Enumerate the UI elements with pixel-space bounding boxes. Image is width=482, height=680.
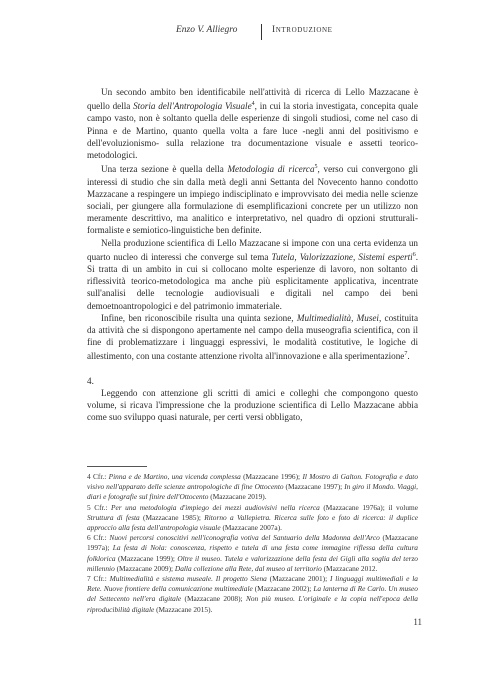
page-number: 11 bbox=[413, 617, 422, 627]
body-paragraph: Infine, ben riconoscibile risulta una quinta sezione, Multimedialità, Musei, costituita da attività che si dispongono apertamente nel campo della museografia scientifica, con il fine di problematizzare i linguaggi espressivi, le modalità costitutive, le logiche di allestimento, con una costante attenzione rivolta all'innovazione e alla sperimentazione$^7$. bbox=[87, 312, 419, 362]
running-header bbox=[0, 24, 482, 40]
running-head-section: Introduzione bbox=[272, 25, 333, 35]
body-paragraph: Leggendo con attenzione gli scritti di amici e colleghi che compongono questo volume, si ricava l'impressione che la produzione scientifica di Lello Mazzacane abbia come suo sviluppo quasi naturale, per certi versi obbligato, bbox=[87, 387, 418, 423]
running-head-author: Enzo V. Alliegro bbox=[176, 25, 238, 35]
main-text bbox=[87, 86, 418, 423]
body-paragraph: Una terza sezione è quella della Metodologia di ricerca$^5$, verso cui convergono gli interessi di studio che sin dalla metà degli anni Settanta del Novecento hanno condotto Mazzacane a respingere un impiego indisciplinato e improvvisato dei media nelle scienze sociali, per giungere alla formulazione di esemplificazioni concrete per un utilizzo non meramente descrittivo, ma analitico e interpretativo, nel quadro di opzioni strutturali-formaliste e semiotico-linguistiche ben definite. bbox=[87, 164, 418, 236]
footnotes bbox=[87, 472, 418, 615]
footnote: 4 Cfr.: Pinna e de Martino, una vicenda complessa (Mazzacane 1996); Il Mostro di Galton. Fotografia e dato visivo nell'apparato delle scienze antropologiche di fine Ottocento (Mazzacane 1997); In giro il Mondo. Viaggi, diari e fotografie sul finire dell'Ottocento (Mazzacane 2019). bbox=[87, 472, 418, 502]
header-divider bbox=[261, 24, 262, 40]
body-paragraph: Un secondo ambito ben identificabile nell'attività di ricerca di Lello Mazzacane è quello della Storia dell'Antropologia Visuale$^4$, in cui la storia investigata, concepita quale campo vasto, non è soltanto quella delle esperienze di singoli studiosi, come nel caso di Pinna e de Martino, quanto quella volta a fare luce -negli anni del positivismo e dell'evoluzionismo- sulla relazione tra documentazione visuale e assetti teorico-metodologici. bbox=[87, 87, 419, 161]
footnote-separator bbox=[87, 466, 147, 467]
section-number: 4. bbox=[87, 375, 94, 386]
footnote: 6 Cfr.: Nuovi percorsi conoscitivi nell'iconografia votiva del Santuario della Madonna dell'Arco (Mazzacane 1997a); La festa di Nola: conoscenza, rispetto e tutela di una festa come immagine riflessa della cultura folklorica (Mazzacane 1999); Oltre il museo. Tutela e valorizzazione della festa dei Gigli alla soglia del terzo millennio (Mazzacane 2009); Dalla collezione alla Rete, dal museo al territorio (Mazzacane 2012. bbox=[87, 533, 418, 573]
footnote: 7 Cfr.: Multimedialità e sistema museale. Il progetto Siena (Mazzacane 2001); I linguaggi multimediali e la Rete. Nuove frontiere della comunicazione multimediale (Mazzacane 2002); La lanterna di Re Carlo. Un museo del Settecento nell'era digitale (Mazzacane 2008); Non più museo. L'originale e la copia nell'epoca della riproducibilità digitale (Mazzacane 2015). bbox=[87, 574, 418, 614]
body-paragraph: Nella produzione scientifica di Lello Mazzacane si impone con una certa evidenza un quarto nucleo di interessi che converge sul tema Tutela, Valorizzazione, Sistemi esperti$^6$. Si tratta di un ambito in cui si collocano molte esperienze di lavoro, non soltanto di riflessività teorico-metodologica ma anche più esplicitamente applicativa, incentrate sull'analisi delle tecnologie audiovisuali e digitali nel campo dei beni demoetnoantropologici e del patrimonio immateriale. bbox=[87, 237, 418, 311]
footnote: 5 Cfr.: Per una metodologia d'impiego dei mezzi audiovisivi nella ricerca (Mazzacane 1976a); il volume Struttura di festa (Mazzacane 1985); Ritorno a Vallepietra. Ricerca sulle foto e foto di ricerca: il duplice approccio alla festa dell'antropologia visuale (Mazzacane 2007a). bbox=[87, 502, 418, 533]
